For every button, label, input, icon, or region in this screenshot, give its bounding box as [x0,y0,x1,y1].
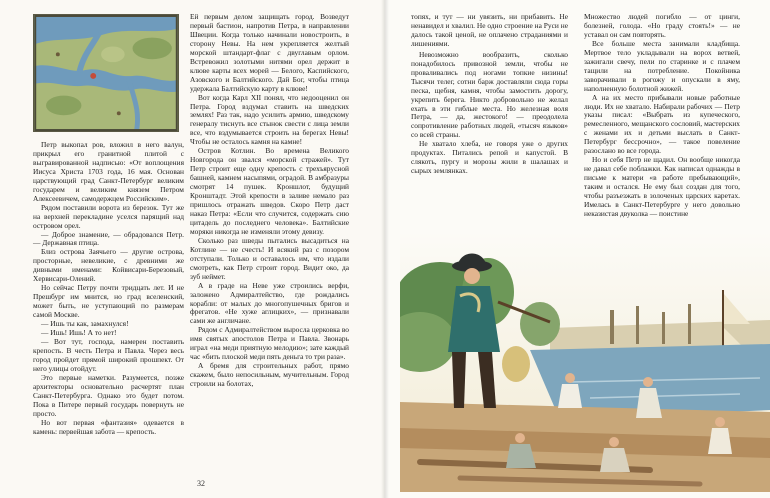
peter-construction-illustration [400,232,770,492]
right-column-2 [584,13,740,219]
left-column-1 [33,141,184,436]
paragraph: Петр выкопал ров, вложил в него валун, прикрыл его гранитной плитой с выгравированной надписью: «От воплощения Иисуса Христа 1703 года, 16 мая. Основан царствующий град Санкт-Петербург великим государем и великим князем Петром Алексеевичем, самодержцем Российским». [33,140,184,203]
paragraph: — Ишь ты как, замахнулся! [41,319,129,329]
paragraph: Множество людей погибло — от цинги, болезней, голода. «Но граду стоять!» — не уставал он сам повторять. [584,12,740,39]
paragraph: Невозможно вообразить, сколько понадобилось привозной земли, чтобы не проваливались под ногами топкие низины! Тысячи телег, сотни барж доставляли сюда горы песка, щебня, камня, чтобы замостить дорогу, укрепить берега. Никто добровольно не желал ехать в эти гиблые места. Но железная воля Петра, — да, жестокого! — преодолела сопротивление работных людей, «тысяч языков» со всей страны. [411,49,568,140]
paragraph: Не хватало хлеба, не говоря уже о других продуктах. Питались репой и капустой. В слякоть, пургу и морозы жили в шалашах и сырых землянках. [411,139,568,176]
paragraph: Рядом поставили ворота из березок. Тут же на верхней перекладине уселся парящий над островом орел. [33,202,184,230]
paragraph: А в граде на Неве уже строились верфи, заложено Адмиралтейство, где рождались корабли: от малых до многопушечных бригов и фрегатов. «Не хуже аглицких», — признавали сами же англичане. [190,280,349,326]
book-gutter [381,0,389,498]
right-column-1 [411,13,568,176]
paragraph: Это первые наметки. Разумеется, позже архитекторы основательно расчертят план Санкт-Петербурга. Однако это будет потом. Пока в Питере первый государь повернуть не просто. [33,372,184,418]
paragraph: топях, и тут — ни увязить, ни прибавить. Не ненавидел и хвалил. Не одно строение на Руси не далось такой ценой, не оплачено страданиями и лишениями. [411,12,568,48]
old-map-illustration [33,14,179,132]
paragraph: Но вот первая «фантазия» одевается в камень: первейшая забота — крепость. [33,417,184,436]
paragraph: Сколько раз шведы пытались высадиться на Котлине — не счесть! И всякий раз с позором отступали. Только и оставалось им, что издали смотреть, как Петр строит город. Видит око, да зуб неймет. [190,235,349,281]
paragraph: А бремя для строительных работ, прямо скажем, было непосильным, мучительным. Город строили на болотах, [190,361,349,389]
paragraph: Близ острова Заячьего — другие острова, просторные, невеликие, с древними же дивными именами: Койвисари-Березовый, Хервисари-Олений. [33,247,184,284]
paragraph: Все больше места занимали кладбища. Мертвое тело укладывали на ворох ветвей, зажигали свечу, пели по старинке и с плачем тащили на потребление. Покойника заворачивали в рогожу и опускали в яму, наполненную болотной жижей. [584,38,740,93]
paragraph: Ей первым делом защищать город. Возведут первый бастион, напротив Петра, в направлении Швеции. Когда только начинали новостроить, в сторону Невы. На нем укрепляется желтый морской штандарт-флаг с двуглавым орлом. Встревожил золотыми нитями орел держит в клюве карты всех морей — Белого, Каспийского, Азовского и Балтийского. Дай Бог, чтобы птица удержала Балтийскую карту в клюве! [190,12,349,93]
paragraph: Остров Котлин. Во времена Великого Новгорода он звался «морской стражей». Тут Петр строит еще одну крепость с трехъярусной башней, камнем насыпями, оградой. В амбразуры смотрят 14 пушек. Кроншлот, будущий Кронштадт. Этой крепости в заливе немало раз пришлось отражать шведов. Скоро Петр даст наказ Петра: «Если что случится, содержать сию цитадель до последнего человека». Балтийские моряки никогда не изменяли этому девизу. [190,146,349,236]
paragraph: — Доброе знамение, — обрадовался Петр. — Державная птица. [33,229,184,248]
paragraph: Вот когда Карл XII понял, что недооценил он Петра. Город вздумал ставить на шведских землях! Раз так, надо усилить армию, шведскому генералу тиснуть все стынок свести с лица земли все, что вздумывается строить на берегах Невы! Чтобы не осталось камня на камне! [190,92,349,147]
paragraph: Но сейчас Петру почти тридцать лет. И не Прешбург им мнится, но град вселенский, может быть, не уступающий по размерам самой Москве. [33,283,184,320]
left-column-2 [190,13,349,389]
paragraph: Рядом с Адмиралтейством выросла церковка во имя святых апостолов Петра и Павла. Звонарь играл «на меди приятную мелодию»; зате каждый час «бить плоской меди пять деньга то три раза». [190,325,349,362]
paragraph: Но и себя Петр не щадил. Он вообще никогда не давал себе поблажки. Как написал однажды в письме к матери «в работе пребывающий», таким и остался. Не ему был создан для того, чтобы разъезжать в золоченых царских каретах. Имелась в Санкт-Петербурге у него довольно неказистая двуколка — поистине [584,155,740,218]
paragraph: — Ишь! Ишь! А то нет! [41,328,117,338]
paragraph: — Вот тут, господа, намерен поставить крепость. В честь Петра и Павла. Через весь город пройдет прямой широкий прошпект. От него улицы отойдут. [33,336,184,373]
page-number: 32 [197,479,205,488]
paragraph: А на их место прибывали новые работные люди. Их не хватало. Набирали рабочих — Петр указы писал: «Выбрать из купеческого, ремесленного, мещанского сословий, мастерских с женами их и детьми выслать в Санкт-Петербург бессрочно», — такое повеление разослано во все города. [584,92,740,156]
